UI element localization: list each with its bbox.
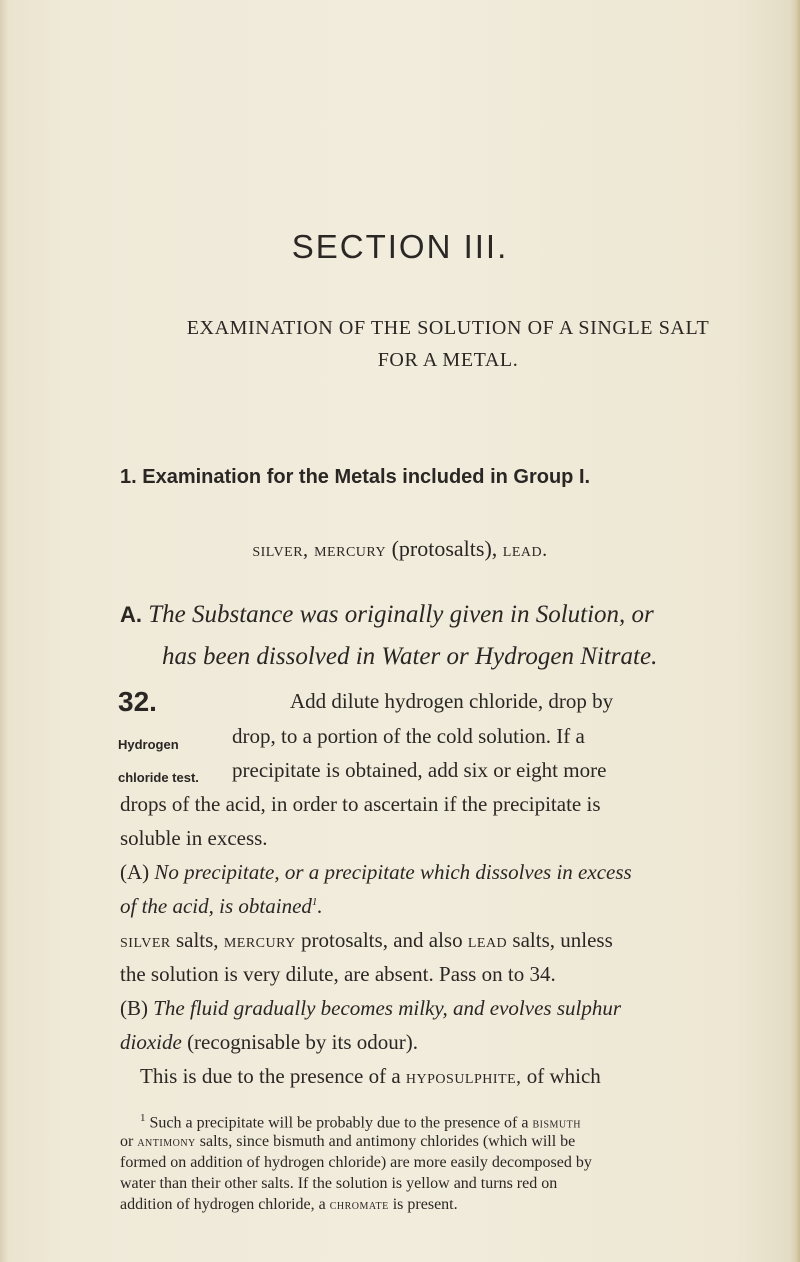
case-a-text-2-end: .: [317, 894, 323, 918]
case-a-silver: silver: [120, 931, 171, 952]
footnote-antimony: antimony: [137, 1134, 196, 1150]
metal-silver: silver,: [252, 539, 309, 561]
side-label-hydrogen: Hydrogen: [118, 737, 179, 752]
case-b-text-1: The fluid gradually becomes milky, and evolves sulphur: [153, 996, 622, 1020]
case-a-line-2: [120, 894, 323, 919]
case-a-text-3c: salts, unless: [512, 928, 613, 952]
metal-mercury: mercury: [314, 539, 387, 561]
footnote-text-5a: addition of hydrogen chloride, a: [120, 1196, 326, 1213]
section-title: SECTION III.: [291, 228, 509, 265]
footnote-text-5b: is present.: [392, 1196, 458, 1213]
footnote-text-2a: or: [120, 1133, 134, 1150]
footnote-chromate: chromate: [329, 1197, 389, 1213]
case-a-line-3: [120, 928, 613, 953]
chapter-subtitle: [118, 312, 778, 376]
footnote-line-4: water than their other salts. If the solution is yellow and turns red on: [120, 1175, 558, 1192]
metal-lead: lead.: [502, 539, 548, 561]
footnote-line-5: [120, 1196, 458, 1214]
footnote-line-3: formed on addition of hydrogen chloride) are more easily decomposed by: [120, 1154, 592, 1171]
case-a-line-1: [120, 860, 632, 885]
side-label-chloride-test: chloride test.: [118, 770, 199, 785]
footnote-mark: 1: [140, 1112, 146, 1124]
case-b-label: (B): [120, 996, 148, 1020]
case-b-hyposulphite: hyposulphite,: [405, 1067, 522, 1088]
case-a-mercury: mercury: [223, 931, 296, 952]
section-a-heading: [120, 594, 780, 678]
paragraph-line-3: precipitate is obtained, add six or eight more: [232, 758, 607, 782]
case-a-label: (A): [120, 860, 150, 884]
footnote-reference[interactable]: 1: [311, 896, 318, 908]
footnote-bismuth: bismuth: [532, 1115, 581, 1132]
case-a-text-3b: protosalts, and also: [301, 928, 463, 952]
section-a-line-2: has been dissolved in Water or Hydrogen Nitrate.: [162, 643, 658, 670]
page-right-edge: [790, 0, 800, 1262]
paragraph-line-5: soluble in excess.: [120, 826, 268, 850]
case-a-line-4: the solution is very dilute, are absent. Pass on to 34.: [120, 962, 556, 986]
case-a-lead: lead: [467, 931, 508, 952]
group-heading: 1. Examination for the Metals included in Group I.: [120, 466, 591, 488]
section-a-letter: A.: [120, 602, 142, 627]
paragraph-line-1: Add dilute hydrogen chloride, drop by: [290, 689, 614, 713]
case-b-text-2: (recognisable by its odour).: [187, 1030, 419, 1054]
section-a-line-1: The Substance was originally given in Solution, or: [148, 601, 654, 628]
footnote-text-2b: salts, since bismuth and antimony chlorides (which will be: [199, 1133, 576, 1150]
case-b-line-2: [120, 1030, 418, 1055]
footnote-line-1: [140, 1112, 581, 1132]
paragraph-number: 32.: [118, 686, 157, 717]
case-b-text-3b: of which: [526, 1064, 601, 1088]
footnote-line-2: [120, 1133, 575, 1151]
paragraph-line-2: drop, to a portion of the cold solution. If a: [232, 724, 585, 748]
page-left-edge: [0, 0, 8, 1262]
case-a-text-1: No precipitate, or a precipitate which dissolves in excess: [154, 860, 632, 884]
case-b-dioxide: dioxide: [120, 1030, 182, 1054]
case-b-line-1: [120, 996, 621, 1021]
case-b-text-3a: This is due to the presence of a: [140, 1064, 401, 1088]
footnote-text-1: Such a precipitate will be probably due to the presence of a: [149, 1114, 529, 1132]
case-a-text-3a: salts,: [175, 928, 219, 952]
subtitle-line-2: FOR A METAL.: [377, 349, 519, 371]
subtitle-line-1: EXAMINATION OF THE SOLUTION OF A SINGLE SALT: [186, 317, 710, 339]
metals-line: [0, 536, 800, 562]
case-b-line-3: [140, 1064, 601, 1089]
case-a-text-2: of the acid, is obtained: [120, 894, 312, 918]
metal-protosalts: (protosalts),: [391, 536, 498, 561]
paragraph-line-4: drops of the acid, in order to ascertain if the precipitate is: [120, 792, 601, 816]
